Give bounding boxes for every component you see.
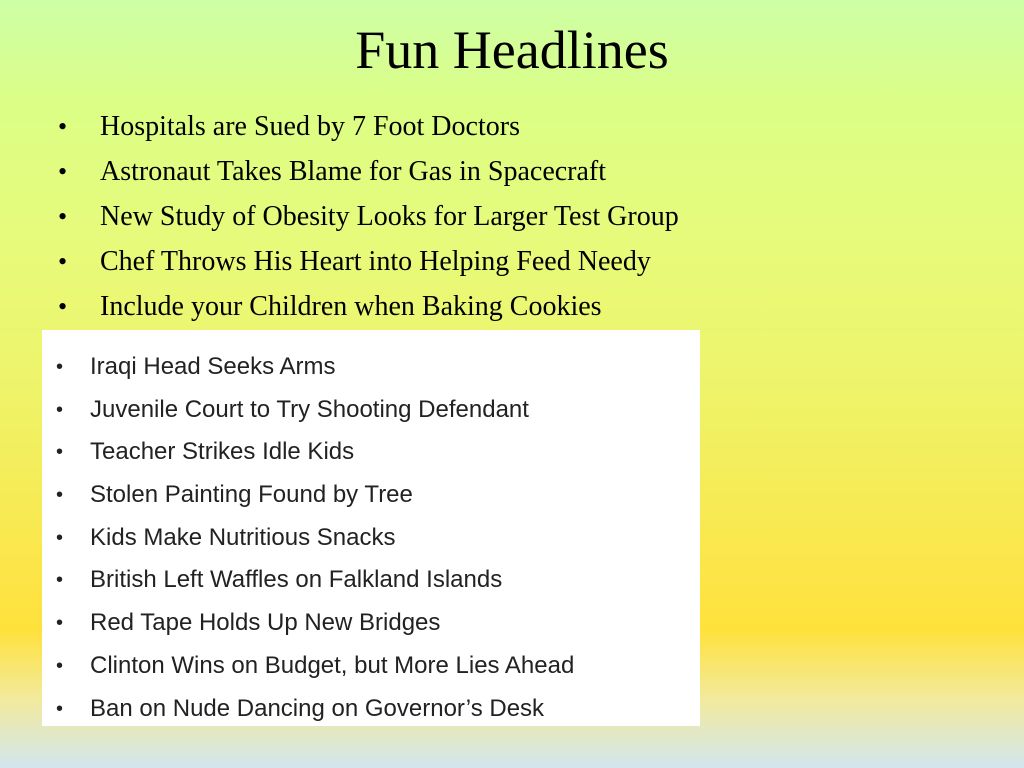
bullet-icon: • [58,292,68,321]
list-item [56,559,574,602]
list-item [58,284,679,329]
list-item [56,346,574,389]
list-item [58,149,679,194]
headline-text: Ban on Nude Dancing on Governor’s Desk [90,694,545,722]
headline-text: Iraqi Head Seeks Arms [90,353,336,380]
image-headline-list [56,346,574,726]
headline-text: Include your Children when Baking Cookies [100,291,602,322]
bullet-icon: • [56,526,64,549]
list-item [56,645,574,688]
list-item [58,104,679,149]
headline-image [42,330,700,726]
headline-text: Red Tape Holds Up New Bridges [90,609,441,637]
list-item [56,389,574,432]
headline-text: Kids Make Nutritious Snacks [90,523,396,551]
list-item [56,517,574,560]
list-item [56,474,574,517]
headline-text: Teacher Strikes Idle Kids [90,438,355,466]
bullet-icon: • [56,398,64,421]
headline-text: Stolen Painting Found by Tree [90,481,413,509]
bullet-icon: • [56,612,64,635]
headline-text: British Left Waffles on Falkland Islands [90,566,503,594]
bullet-icon: • [56,697,64,720]
bullet-icon: • [56,484,64,507]
list-item [58,194,679,239]
bullet-icon: • [56,356,64,378]
bullet-icon: • [58,112,68,141]
list-item [56,602,574,645]
headline-text: Juvenile Court to Try Shooting Defendant [90,395,529,423]
list-item [56,688,574,727]
headline-list [58,104,679,329]
headline-text: Hospitals are Sued by 7 Foot Doctors [100,111,520,142]
headline-text: Astronaut Takes Blame for Gas in Spacecraft [100,156,607,187]
list-item [58,239,679,284]
headline-text: Chef Throws His Heart into Helping Feed Needy [100,246,651,277]
bullet-icon: • [56,569,64,592]
headline-text: Clinton Wins on Budget, but More Lies Ahead [90,651,575,679]
bullet-icon: • [58,247,68,276]
bullet-icon: • [56,654,64,677]
bullet-icon: • [58,202,68,231]
headline-text: New Study of Obesity Looks for Larger Test Group [100,201,679,232]
slide-title: Fun Headlines [355,20,669,80]
list-item [56,431,574,474]
bullet-icon: • [58,157,68,186]
bullet-icon: • [56,441,64,464]
